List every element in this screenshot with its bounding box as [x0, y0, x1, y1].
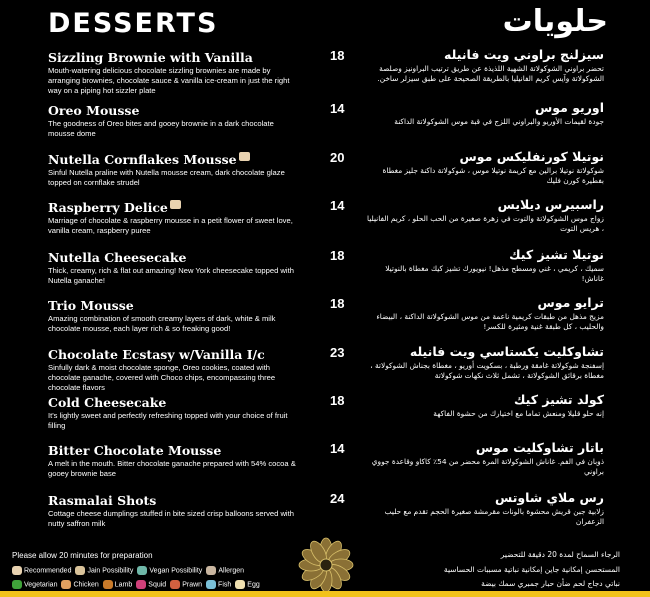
item-name: Cold Cheesecake: [48, 395, 167, 410]
item-description: Marriage of chocolate & raspberry mousse in a petit flower of sweet love, vanilla cream, raspberry puree: [48, 216, 293, 235]
item-description: It's lightly sweet and perfectly refreshing topped with your choice of fruit filling: [48, 411, 288, 430]
item-name-arabic: رس ملاي شاوتس: [495, 490, 604, 505]
item-name: Rasmalai Shots: [48, 493, 157, 508]
title-arabic: حلويات: [502, 4, 608, 39]
item-name-arabic: سيزلنج براوني ويت فانيله: [444, 47, 604, 62]
item-price: 14: [330, 101, 345, 116]
legend-item: Vegan Possibility: [137, 566, 202, 575]
legend-item: Fish: [206, 580, 231, 589]
item-name-arabic: باتار تشاوكليت موس: [475, 440, 604, 455]
item-description-arabic: زلابية جبن قريش محشوة بالونات مقرمشة صغيرة الحجم تقدم مع حليب الزعفران: [384, 507, 604, 526]
item-name: Chocolate Ecstasy w/Vanilla I/c: [48, 347, 265, 362]
allergen-icon: [206, 566, 216, 575]
item-description: The goodness of Oreo bites and gooey brownie in a dark chocolate mousse dome: [48, 119, 274, 138]
item-description: Cottage cheese dumplings stuffed in bite sized crisp balloons served with nutty saffron milk: [48, 509, 294, 528]
item-name-arabic: تشاوكليت يكستاسي ويت فانيله: [409, 344, 604, 359]
item-name: Raspberry Delice: [48, 200, 181, 215]
item-name-arabic: راسبيرس ديلايس: [497, 197, 604, 212]
item-description: Amazing combination of smooth creamy layers of dark, white & milk chocolate mousse, each layer rich & so freaking good!: [48, 314, 276, 333]
vegetarian-icon: [12, 580, 22, 589]
item-description: Mouth-watering delicious chocolate sizzling brownies are made by arranging brownies, chocolate sauce & vanilla ice-cream in just the right way on a piping hot sizzler plate: [48, 66, 290, 95]
squid-icon: [136, 580, 146, 589]
item-price: 18: [330, 248, 345, 263]
item-description: Sinfully dark & moist chocolate sponge, Oreo cookies, coated with chocolate ganache, covered with Choco chips, encompassing three chocolate flavors: [48, 363, 276, 392]
lamb-icon: [103, 580, 113, 589]
legend-item: Vegetarian: [12, 580, 57, 589]
item-price: 18: [330, 48, 345, 63]
legend-item: Prawn: [170, 580, 202, 589]
legend-item: Allergen: [206, 566, 244, 575]
item-name-arabic: نوتيلا كورنفليكس موس: [459, 149, 604, 164]
egg-icon: [235, 580, 245, 589]
item-name-arabic: نوتيلا تشيز كيك: [509, 247, 604, 262]
arabic-legend-row-1: المستحسن إمكانية جاين إمكانية نباتية مسببات الحساسية: [443, 565, 620, 574]
arabic-preparation-note: الرجاء السماح لمدة 20 دقيقة للتحضير: [500, 550, 620, 559]
item-name: Bitter Chocolate Mousse: [48, 443, 222, 458]
item-price: 24: [330, 491, 345, 506]
item-price: 14: [330, 198, 345, 213]
item-name: Nutella Cornflakes Mousse: [48, 152, 250, 167]
item-description-arabic: ذوبان في الفم. غاناش الشوكولاتة المرة محضر من 54٪ كاكاو وقاعدة جووي براوني: [371, 457, 604, 476]
legend-row-2: [12, 580, 260, 589]
item-name-arabic: ترايو موس: [537, 295, 604, 310]
accent-bar: [0, 591, 650, 597]
preparation-note: Please allow 20 minutes for preparation: [12, 551, 153, 560]
thumbs-up-icon: [239, 152, 250, 161]
item-description-arabic: مزيج مذهل من طبقات كريمية ناعمة من موس الشوكولاتة الداكنة ، البيضاء والحليب ، كل طبقة غنية ومثيرة للكسر!: [376, 312, 604, 331]
item-price: 14: [330, 441, 345, 456]
thumbs-up-icon: [170, 200, 181, 209]
item-price: 23: [330, 345, 345, 360]
vegan-icon: [137, 566, 147, 575]
prawn-icon: [170, 580, 180, 589]
legend-item: Squid: [136, 580, 166, 589]
chicken-icon: [61, 580, 71, 589]
item-name-arabic: اوريو موس: [535, 100, 604, 115]
item-description-arabic: سميك ، كريمي ، غني ومسطح مذهل! نيويورك تشيز كيك مغطاة بالنوتيلا غاناش!: [385, 264, 604, 283]
item-description-arabic: إنه حلو قليلا ومنعش تماما مع اختيارك من حشوة الفاكهة: [433, 409, 604, 418]
item-description-arabic: إسفنجة شوكولاتة غامقة ورطبة ، بسكويت أوريو ، مغطاة بجناش الشوكولاتة ، مغطاة برقائق الشوكولاتة ، تشمل ثلاث نكهات شوكولاتة: [370, 361, 604, 380]
item-name: Sizzling Brownie with Vanilla: [48, 50, 253, 65]
item-price: 20: [330, 150, 345, 165]
item-price: 18: [330, 296, 345, 311]
item-description-arabic: زواج موس الشوكولاتة والتوت في زهرة صغيرة من الحب الحلو ، كريم الفانيليا ، هريس التوت: [367, 214, 604, 233]
jain-icon: [75, 566, 85, 575]
legend-item: Chicken: [61, 580, 98, 589]
item-name-arabic: كولد تشيز كيك: [513, 392, 604, 407]
item-price: 18: [330, 393, 345, 408]
legend-item: Recommended: [12, 566, 71, 575]
item-description-arabic: شوكولاتة نوتيلا برالين مع كريمة نوتيلا موس ، شوكولاتة داكنة جليز مغطاة بفطيرة كورن فليك: [382, 166, 604, 185]
item-description: Sinful Nutella praline with Nutella mousse cream, dark chocolate glaze topped on cornflake strudel: [48, 168, 285, 187]
item-description: A melt in the mouth. Bitter chocolate ganache prepared with 54% cocoa & gooey brownie base: [48, 459, 296, 478]
legend-item: Lamb: [103, 580, 133, 589]
item-name: Oreo Mousse: [48, 103, 140, 118]
item-name: Nutella Cheesecake: [48, 250, 187, 265]
legend-item: Egg: [235, 580, 259, 589]
title-english: DESSERTS: [48, 8, 219, 39]
flower-logo: [296, 535, 356, 595]
legend-item: Jain Possibility: [75, 566, 133, 575]
arabic-legend-row-2: نباتي دجاج لحم ضأن حبار جمبري سمك بيضة: [481, 579, 620, 588]
legend-row-1: [12, 566, 244, 575]
item-description-arabic: جودة لقيمات الأوريو والبراوني اللزج في قبة موس الشوكولاتة الداكنة: [394, 117, 604, 126]
thumbs-up-icon: [12, 566, 22, 575]
item-name: Trio Mousse: [48, 298, 134, 313]
fish-icon: [206, 580, 216, 589]
item-description: Thick, creamy, rich & flat out amazing! New York cheesecake topped with Nutella ganache!: [48, 266, 294, 285]
item-description-arabic: تحضر براوني الشوكولاتة الشهية اللذيذة عن طريق ترتيب البراونيز وصلصة الشوكولاتة وآيس كريم الفانيليا بالطريقة الصحيحة على طبق سيزلر ساخن.: [377, 64, 604, 83]
